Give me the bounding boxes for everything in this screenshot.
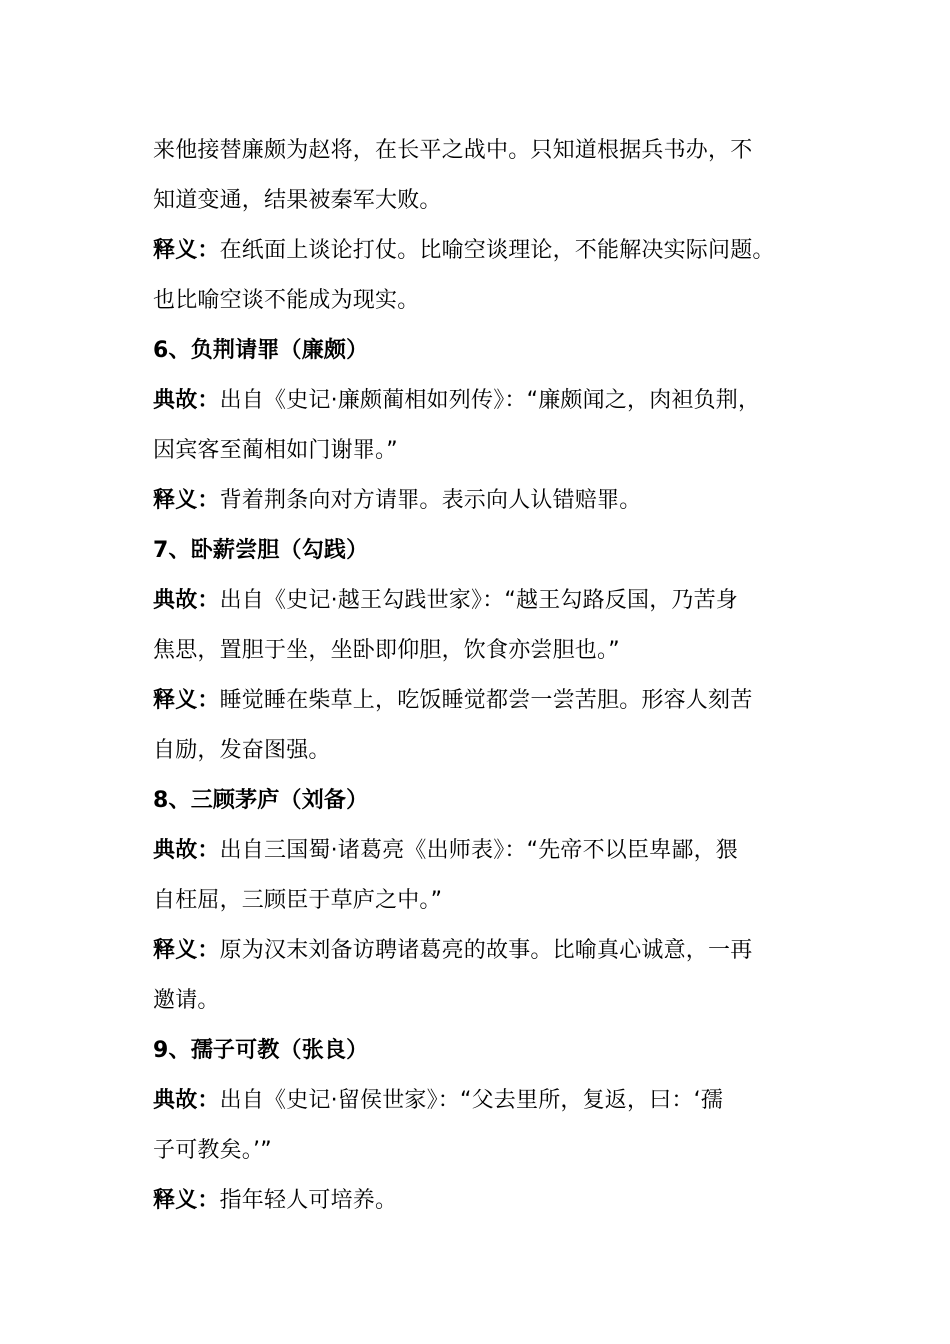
entry8-allusion-text: 出自三国蜀·诸葛亮《出师表》：“先帝不以臣卑鄙，猥 xyxy=(219,838,739,863)
entry5-meaning-line-2: 也比喻空谈不能成为现实。 xyxy=(153,288,420,313)
entry8-allusion-line-2: 自枉屈，三顾臣于草庐之中。” xyxy=(153,888,443,913)
allusion-label: 典故： xyxy=(153,588,220,613)
meaning-label: 释义： xyxy=(153,1188,220,1213)
meaning-label: 释义： xyxy=(153,488,220,513)
entry9-allusion-line-1 xyxy=(153,1076,830,1126)
intro-line-2: 知道变通，结果被秦军大败。 xyxy=(153,188,442,213)
entry7-allusion-line-1 xyxy=(153,576,830,626)
entry8-meaning-text: 原为汉末刘备访聘诸葛亮的故事。比喻真心诚意，一再 xyxy=(219,938,753,963)
entry9-allusion-text: 出自《史记·留侯世家》：“父去里所，复返，曰：‘孺 xyxy=(219,1088,723,1113)
intro-line-1: 来他接替廉颇为赵将，在长平之战中。只知道根据兵书办，不 xyxy=(153,138,753,163)
entry6-allusion-line-1 xyxy=(153,376,830,426)
entry9-allusion-line-2: 子可教矣。’” xyxy=(153,1138,272,1163)
entry6-heading: 6、负荆请罪（廉颇） xyxy=(153,338,369,363)
entry7-heading: 7、卧薪尝胆（勾践） xyxy=(153,538,369,563)
meaning-label: 释义： xyxy=(153,688,220,713)
entry7-allusion-text: 出自《史记·越王勾践世家》：“越王勾路反国，乃苦身 xyxy=(219,588,739,613)
entry7-meaning-line-1 xyxy=(153,676,830,726)
entry7-meaning-line-2: 自励，发奋图强。 xyxy=(153,738,331,763)
entry6-allusion-line-2: 因宾客至蔺相如门谢罪。” xyxy=(153,438,398,463)
allusion-label: 典故： xyxy=(153,388,220,413)
meaning-label: 释义： xyxy=(153,238,220,263)
entry5-meaning-text: 在纸面上谈论打仗。比喻空谈理论，不能解决实际问题。 xyxy=(219,238,775,263)
entry6-meaning-line-1 xyxy=(153,476,830,526)
entry9-meaning-line-1 xyxy=(153,1176,830,1226)
entry8-meaning-line-1 xyxy=(153,926,830,976)
entry6-allusion-text: 出自《史记·廉颇蔺相如列传》：“廉颇闻之，肉袒负荆， xyxy=(219,388,761,413)
entry9-heading: 9、孺子可教（张良） xyxy=(153,1038,369,1063)
entry7-meaning-text: 睡觉睡在柴草上，吃饭睡觉都尝一尝苦胆。形容人刻苦 xyxy=(219,688,753,713)
entry6-meaning-text: 背着荆条向对方请罪。表示向人认错赔罪。 xyxy=(219,488,642,513)
entry5-meaning-line-1 xyxy=(153,226,830,276)
entry7-allusion-line-2: 焦思，置胆于坐，坐卧即仰胆，饮食亦尝胆也。” xyxy=(153,638,620,663)
entry8-heading: 8、三顾茅庐（刘备） xyxy=(153,788,369,813)
entry8-allusion-line-1 xyxy=(153,826,830,876)
meaning-label: 释义： xyxy=(153,938,220,963)
entry8-meaning-line-2: 邀请。 xyxy=(153,988,220,1013)
entry9-meaning-text: 指年轻人可培养。 xyxy=(219,1188,398,1213)
allusion-label: 典故： xyxy=(153,838,220,863)
allusion-label: 典故： xyxy=(153,1088,220,1113)
